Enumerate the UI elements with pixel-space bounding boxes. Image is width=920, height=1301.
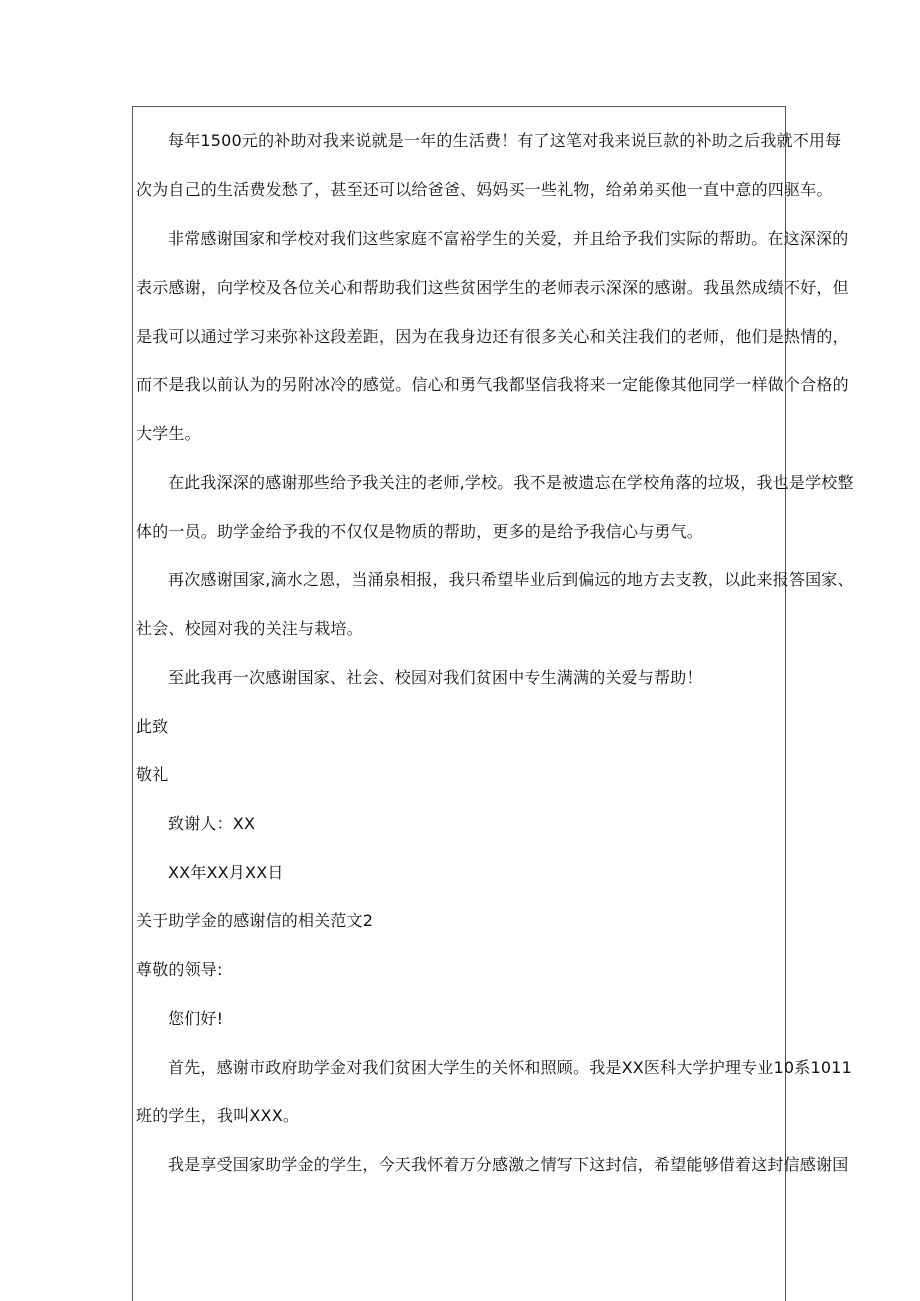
paragraph-3-line-2: 体的一员。助学金给予我的不仅仅是物质的帮助，更多的是给予我信心与勇气。 <box>136 522 704 541</box>
section-2-greeting: 您们好! <box>168 1009 224 1028</box>
section-2-title: 关于助学金的感谢信的相关范文2 <box>136 911 374 930</box>
section-2-salutation: 尊敬的领导: <box>136 960 223 979</box>
paragraph-5-line-1: 至此我再一次感谢国家、社会、校园对我们贫困中专生满满的关爱与帮助！ <box>168 668 703 687</box>
section-2-para-1-line-1: 首先，感谢市政府助学金对我们贫困大学生的关怀和照顾。我是XX医科大学护理专业10系1011 <box>168 1058 853 1077</box>
paragraph-4-line-1: 再次感谢国家,滴水之恩，当涌泉相报，我只希望毕业后到偏远的地方去支教，以此来报答国家、 <box>168 570 854 589</box>
closing-signer: 致谢人：XX <box>168 814 256 833</box>
paragraph-2-line-4: 而不是我以前认为的另附冰冷的感觉。信心和勇气我都坚信我将来一定能像其他同学一样做个合格的 <box>136 375 849 394</box>
paragraph-2-line-5: 大学生。 <box>136 424 201 443</box>
closing-date: XX年XX月XX日 <box>168 863 284 882</box>
closing-jing-li: 敬礼 <box>136 765 169 784</box>
paragraph-2-line-2: 表示感谢，向学校及各位关心和帮助我们这些贫困学生的老师表示深深的感谢。我虽然成绩不好，但 <box>136 278 849 297</box>
paragraph-2-line-1: 非常感谢国家和学校对我们这些家庭不富裕学生的关爱，并且给予我们实际的帮助。在这深深的 <box>168 229 849 248</box>
section-2-para-1-line-2: 班的学生，我叫XXX。 <box>136 1106 300 1125</box>
closing-ci-zhi: 此致 <box>136 717 169 736</box>
paragraph-2-line-3: 是我可以通过学习来弥补这段差距，因为在我身边还有很多关心和关注我们的老师，他们是热情的， <box>136 327 849 346</box>
paragraph-1-line-2: 次为自己的生活费发愁了，甚至还可以给爸爸、妈妈买一些礼物，给弟弟买他一直中意的四驱车。 <box>136 180 833 199</box>
section-2-para-2-line-1: 我是享受国家助学金的学生，今天我怀着万分感激之情写下这封信，希望能够借着这封信感谢国 <box>168 1155 849 1174</box>
paragraph-3-line-1: 在此我深深的感谢那些给予我关注的老师,学校。我不是被遗忘在学校角落的垃圾，我也是学校整 <box>168 473 854 492</box>
paragraph-1-line-1: 每年1500元的补助对我来说就是一年的生活费！有了这笔对我来说巨款的补助之后我就不用每 <box>168 131 842 150</box>
paragraph-4-line-2: 社会、校园对我的关注与栽培。 <box>136 619 363 638</box>
